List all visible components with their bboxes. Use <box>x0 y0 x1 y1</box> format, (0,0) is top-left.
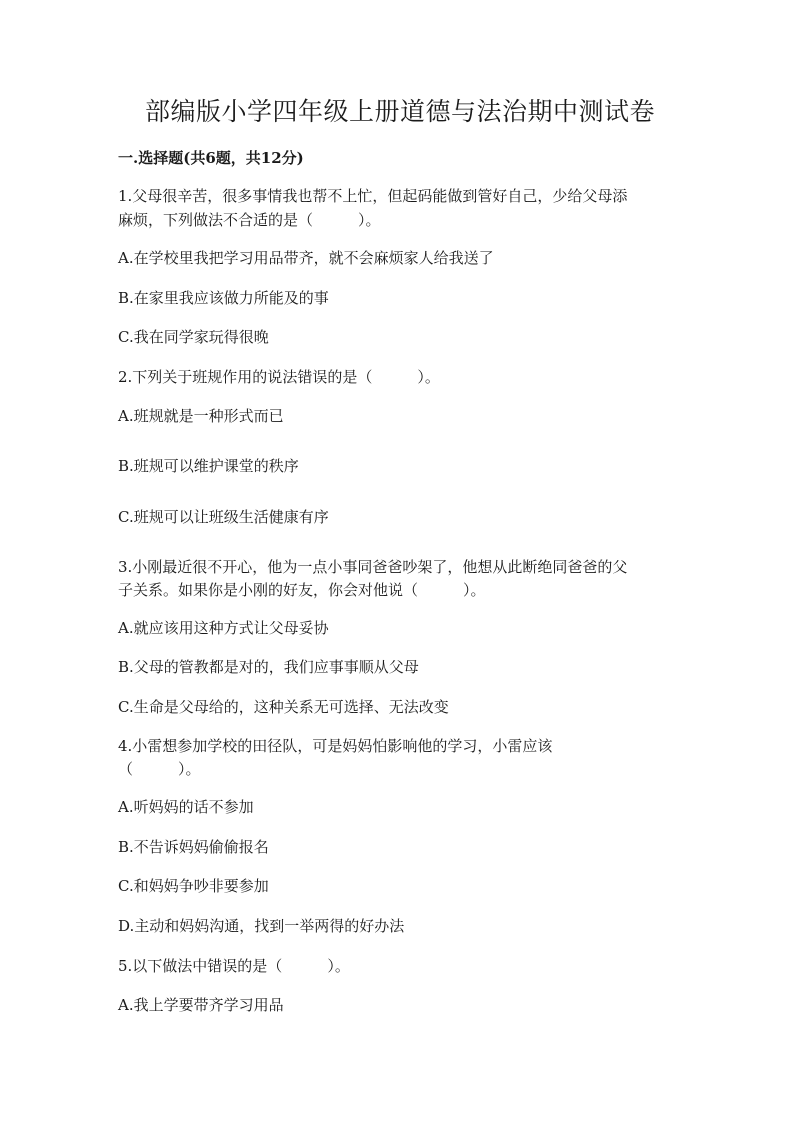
question-1-stem-line-2: 麻烦，下列做法不合适的是（ ）。 <box>118 211 381 229</box>
question-1-option-a: A.在学校里我把学习用品带齐，就不会麻烦家人给我送了 <box>118 249 494 267</box>
question-3-stem-line-2: 子关系。如果你是小刚的好友，你会对他说（ ）。 <box>118 581 486 599</box>
question-3-option-a: A.就应该用这种方式让父母妥协 <box>118 619 329 637</box>
question-4-option-d: D.主动和妈妈沟通，找到一举两得的好办法 <box>118 917 405 935</box>
question-3-option-b: B.父母的管教都是对的，我们应事事顺从父母 <box>118 658 419 676</box>
question-3-stem-line-1: 3.小刚最近很不开心，他为一点小事同爸爸吵架了，他想从此断绝同爸爸的父 <box>118 558 628 576</box>
page-title: 部编版小学四年级上册道德与法治期中测试卷 <box>144 97 655 126</box>
question-1-stem-line-1: 1.父母很辛苦，很多事情我也帮不上忙，但起码能做到管好自己，少给父母添 <box>118 187 628 205</box>
question-1-option-b: B.在家里我应该做力所能及的事 <box>118 289 329 307</box>
question-3-option-c: C.生命是父母给的，这种关系无可选择、无法改变 <box>118 698 449 716</box>
question-2-stem-line-1: 2.下列关于班规作用的说法错误的是（ ）。 <box>118 368 440 386</box>
question-4-stem-line-2: （ ）。 <box>118 760 201 778</box>
question-4-stem-line-1: 4.小雷想参加学校的田径队，可是妈妈怕影响他的学习，小雷应该 <box>118 737 553 755</box>
question-5-stem-line-1: 5.以下做法中错误的是（ ）。 <box>118 957 350 975</box>
question-4-option-b: B.不告诉妈妈偷偷报名 <box>118 838 269 856</box>
question-2-option-c: C.班规可以让班级生活健康有序 <box>118 508 329 526</box>
question-4-option-a: A.听妈妈的话不参加 <box>118 798 254 816</box>
section-heading: 一.选择题(共6题，共12分) <box>118 149 304 167</box>
question-5-option-a: A.我上学要带齐学习用品 <box>118 996 284 1014</box>
question-2-option-b: B.班规可以维护课堂的秩序 <box>118 457 299 475</box>
question-2-option-a: A.班规就是一种形式而已 <box>118 407 284 425</box>
question-1-option-c: C.我在同学家玩得很晚 <box>118 328 269 346</box>
question-4-option-c: C.和妈妈争吵非要参加 <box>118 877 269 895</box>
